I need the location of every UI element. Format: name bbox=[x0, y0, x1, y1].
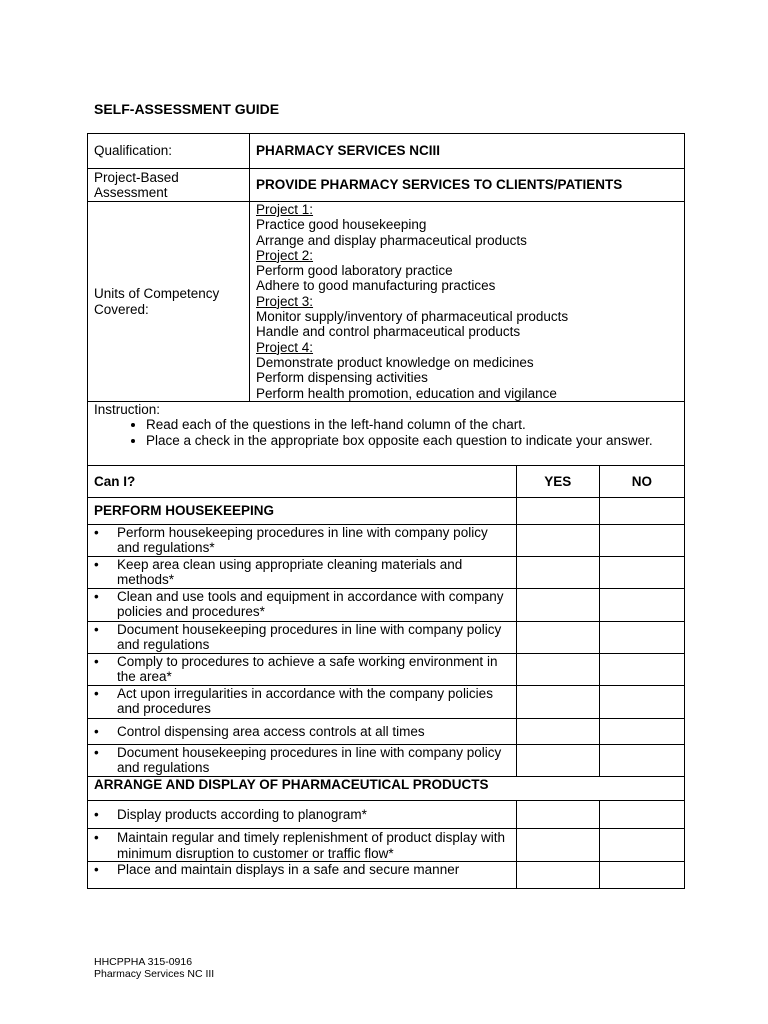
yes-checkbox[interactable] bbox=[516, 589, 599, 622]
instruction-item: • Place a check in the appropriate box opposite each question to indicate your answer. bbox=[146, 433, 678, 448]
qualification-info-table bbox=[87, 133, 685, 402]
question-row bbox=[88, 525, 685, 557]
no-checkbox[interactable] bbox=[599, 745, 684, 777]
question-row bbox=[88, 801, 685, 829]
instruction-list bbox=[94, 417, 678, 448]
yes-checkbox[interactable] bbox=[516, 654, 599, 686]
no-checkbox[interactable] bbox=[599, 589, 684, 622]
bullet-icon: • bbox=[94, 622, 99, 637]
project-unit: Monitor supply/inventory of pharmaceutical products bbox=[256, 309, 569, 325]
yes-checkbox[interactable] bbox=[516, 719, 599, 745]
question-text: Maintain regular and timely replenishment of product display with minimum disruption to customer or traffic flow* bbox=[117, 830, 505, 861]
units-label-line2: Covered: bbox=[94, 301, 149, 317]
no-column-header: NO bbox=[599, 466, 684, 498]
project-heading: Project 3: bbox=[256, 293, 314, 309]
question-text: Keep area clean using appropriate cleaning materials and methods* bbox=[117, 557, 463, 588]
qualification-value: PHARMACY SERVICES NCIII bbox=[250, 134, 685, 169]
bullet-icon: • bbox=[94, 830, 99, 846]
yes-column-header: YES bbox=[516, 466, 599, 498]
no-checkbox[interactable] bbox=[599, 557, 684, 589]
question-text: Clean and use tools and equipment in accordance with company policies and procedures* bbox=[117, 589, 504, 620]
yes-checkbox[interactable] bbox=[516, 622, 599, 654]
yes-checkbox[interactable] bbox=[516, 557, 599, 589]
question-row bbox=[88, 654, 685, 686]
bullet-icon: • bbox=[94, 745, 99, 760]
page-footer bbox=[94, 956, 214, 980]
instruction-row bbox=[88, 402, 685, 466]
no-checkbox[interactable] bbox=[599, 498, 684, 525]
question-cell bbox=[88, 654, 517, 686]
no-checkbox[interactable] bbox=[599, 862, 684, 889]
question-cell bbox=[88, 719, 517, 745]
qualification-row bbox=[88, 134, 685, 169]
footer-code: HHCPPHA 315-0916 bbox=[94, 956, 193, 968]
no-checkbox[interactable] bbox=[599, 622, 684, 654]
yes-checkbox[interactable] bbox=[516, 745, 599, 777]
project-heading: Project 1: bbox=[256, 202, 314, 217]
can-i-header: Can I? bbox=[88, 466, 517, 498]
assessment-value: PROVIDE PHARMACY SERVICES TO CLIENTS/PATIENTS bbox=[250, 169, 685, 202]
units-label bbox=[88, 202, 250, 402]
question-text: Document housekeeping procedures in line with company policy and regulations bbox=[117, 745, 502, 776]
project-unit: Demonstrate product knowledge on medicines bbox=[256, 354, 534, 370]
question-row bbox=[88, 745, 685, 777]
question-text: Control dispensing area access controls at all times bbox=[117, 723, 425, 739]
instruction-item: • Read each of the questions in the left-hand column of the chart. bbox=[146, 417, 678, 432]
question-cell bbox=[88, 525, 517, 557]
checklist-header-row bbox=[88, 466, 685, 498]
assessment-label bbox=[88, 169, 250, 202]
units-label-line1: Units of Competency bbox=[94, 286, 220, 302]
question-cell bbox=[88, 589, 517, 622]
yes-checkbox[interactable] bbox=[516, 525, 599, 557]
question-row bbox=[88, 719, 685, 745]
no-checkbox[interactable] bbox=[599, 801, 684, 829]
bullet-icon: • bbox=[94, 862, 99, 877]
question-row bbox=[88, 557, 685, 589]
project-unit: Handle and control pharmaceutical products bbox=[256, 324, 521, 340]
bullet-icon: • bbox=[94, 557, 99, 572]
section-header-row bbox=[88, 498, 685, 525]
assessment-label-line2: Assessment bbox=[94, 185, 168, 200]
bullet-icon: • bbox=[94, 654, 99, 669]
question-cell bbox=[88, 862, 517, 889]
question-row bbox=[88, 686, 685, 719]
question-row bbox=[88, 589, 685, 622]
question-row bbox=[88, 829, 685, 862]
no-checkbox[interactable] bbox=[599, 686, 684, 719]
yes-checkbox[interactable] bbox=[516, 862, 599, 889]
question-text: Comply to procedures to achieve a safe working environment in the area* bbox=[117, 654, 498, 685]
instruction-cell bbox=[88, 402, 685, 466]
question-text: Place and maintain displays in a safe and secure manner bbox=[117, 862, 460, 877]
yes-checkbox[interactable] bbox=[516, 686, 599, 719]
footer-title: Pharmacy Services NC III bbox=[94, 968, 215, 980]
question-row bbox=[88, 862, 685, 889]
project-unit: Perform health promotion, education and vigilance bbox=[256, 385, 557, 401]
question-cell bbox=[88, 557, 517, 589]
units-row bbox=[88, 202, 685, 402]
self-assessment-checklist bbox=[87, 465, 685, 889]
projects-list bbox=[250, 202, 685, 402]
assessment-row bbox=[88, 169, 685, 202]
no-checkbox[interactable] bbox=[599, 829, 684, 862]
yes-checkbox[interactable] bbox=[516, 829, 599, 862]
document-title: SELF-ASSESSMENT GUIDE bbox=[94, 101, 280, 117]
qualification-label: Qualification: bbox=[88, 134, 250, 169]
bullet-icon: • bbox=[94, 806, 99, 822]
question-row bbox=[88, 622, 685, 654]
project-unit: Perform good laboratory practice bbox=[256, 263, 453, 279]
question-text: Perform housekeeping procedures in line with company policy and regulations* bbox=[117, 525, 488, 556]
instruction-table bbox=[87, 401, 685, 466]
question-cell bbox=[88, 801, 517, 829]
project-heading: Project 2: bbox=[256, 247, 314, 263]
section-title: ARRANGE AND DISPLAY OF PHARMACEUTICAL PRODUCTS bbox=[88, 777, 685, 801]
question-cell bbox=[88, 745, 517, 777]
project-unit: Arrange and display pharmaceutical products bbox=[256, 232, 527, 248]
project-unit: Practice good housekeeping bbox=[256, 217, 427, 233]
no-checkbox[interactable] bbox=[599, 525, 684, 557]
bullet-icon: • bbox=[94, 723, 99, 739]
section-title: PERFORM HOUSEKEEPING bbox=[88, 498, 517, 525]
yes-checkbox[interactable] bbox=[516, 498, 599, 525]
no-checkbox[interactable] bbox=[599, 654, 684, 686]
bullet-icon: • bbox=[94, 686, 99, 701]
assessment-label-line1: Project-Based bbox=[94, 169, 179, 185]
no-checkbox[interactable] bbox=[599, 719, 684, 745]
instruction-label: Instruction: bbox=[94, 402, 161, 417]
question-text: Display products according to planogram* bbox=[117, 806, 367, 822]
question-text: Act upon irregularities in accordance with the company policies and procedures bbox=[117, 686, 493, 717]
project-heading: Project 4: bbox=[256, 339, 314, 355]
question-cell bbox=[88, 686, 517, 719]
project-unit: Perform dispensing activities bbox=[256, 370, 428, 386]
bullet-icon: • bbox=[94, 589, 99, 604]
question-cell bbox=[88, 829, 517, 862]
project-unit: Adhere to good manufacturing practices bbox=[256, 278, 496, 294]
yes-checkbox[interactable] bbox=[516, 801, 599, 829]
bullet-icon: • bbox=[94, 525, 99, 540]
question-cell bbox=[88, 622, 517, 654]
question-text: Document housekeeping procedures in line with company policy and regulations bbox=[117, 622, 502, 653]
section-header-row bbox=[88, 777, 685, 801]
